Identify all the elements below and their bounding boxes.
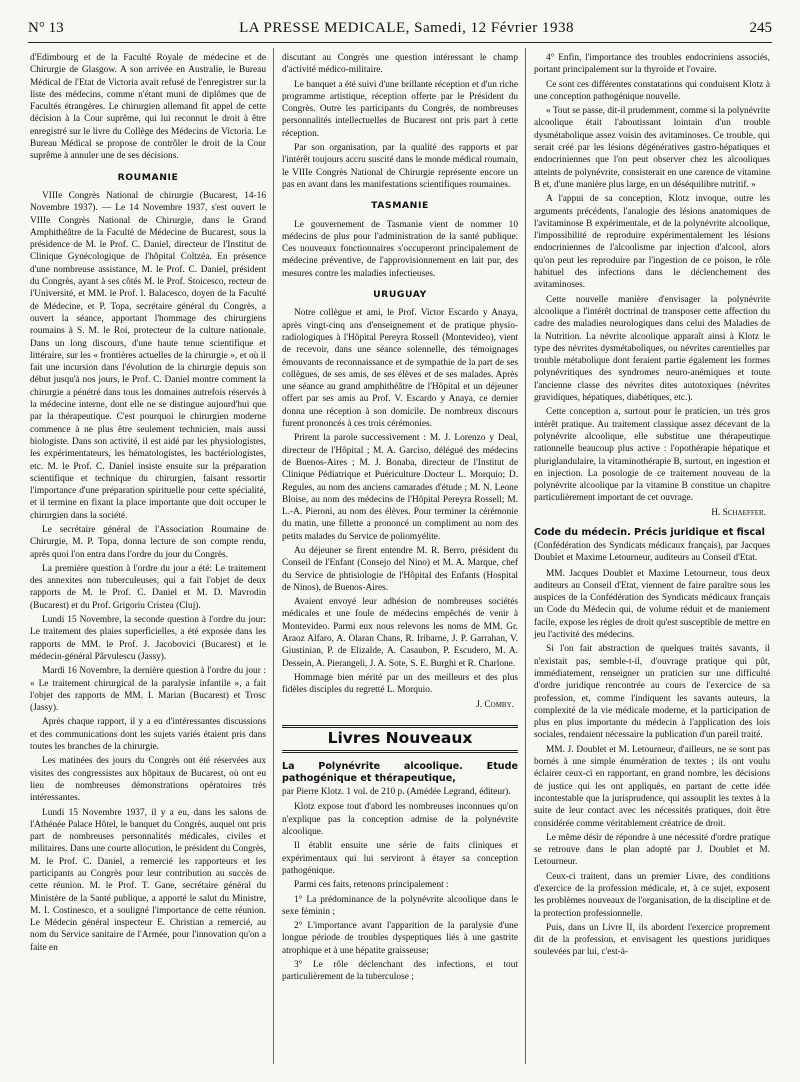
paragraph: Les matinées des jours du Congrès ont été réservées aux visites des congressistes aux hôpitaux de Bucarest, où ont eu lieu de nombreuses démonstrations opératoires très intéressantes. [30,756,266,804]
paragraph: Parmi ces faits, retenons principalement : [294,880,449,891]
paragraph: Le gouvernement de Tasmanie vient de nommer 10 médecins de plus pour l'administration de la santé publique. Ces nouveaux fonctionnaires s'occuperont principalement de médecine préventive, de l'approvisionnement en lait pur, des mesures contre les maladies infectieuses. [282,219,518,279]
book-meta: par Pierre Klotz. 1 vol. de 210 p. (Amédée Legrand, éditeur). [282,787,511,798]
paragraph: Lundi 15 Novembre 1937, il y a eu, dans les salons de l'Athénée Palace Hôtel, le banquet du Congrès, auquel ont pris part de nombreuses personnalités médicales, civiles et militaires. Dans une courte allocution, le président du Congrès, M. le Prof. C. Daniel, a remercié les rapporteurs et les participants au Congrès pour leur contribution au succès de cette réunion. M. le Prof. T. Gane, secrétaire général du Ministère de la Santé publique, a apporté le salut du Ministre, M. I. Costinesco, et a souligné l'importance de cette réunion. Le Médecin général inspecteur E. Christian a remercié, au nom du Service sanitaire de l'Armée, pour l'innovation qu'on a faite en [30,807,266,953]
page-header [28,20,772,42]
paragraph: Klotz expose tout d'abord les nombreuses inconnues qu'on n'explique pas la conception admise de la polynévrite alcoolique. [282,802,518,838]
column-left [30,52,266,956]
book-meta: (Confédération des Syndicats médicaux français), par Jacques Doublet et Maxime Letourneur, auditeurs au Conseil d'Etat. [534,540,770,564]
paragraph: Le même désir de répondre à une nécessité d'ordre pratique se retrouve dans le plan adopté par J. Doublet et M. Letourneur. [534,832,770,868]
paragraph: Ce sont ces différentes constatations qui conduisent Klotz à une conception pathogénique nouvelle. [534,79,770,102]
paragraph: Le secrétaire général de l'Association Roumaine de Chirurgie, M. P. Topa, donna lecture de son compte rendu, après quoi l'on entra dans l'ordre du jour du Congrès. [30,524,266,560]
paragraph: Notre collègue et ami, le Prof. Victor Escardo y Anaya, après vingt-cinq ans d'enseignement et de pratique physio-radiologiques à l'Hôpital Pereyra Rossell (Montevideo), vient de recevoir, dans une séance solennelle, des témoignages émouvants de reconnaissance et de sympathie de la part de ses collègues, de ses amis, de ses élèves et de ses malades. Après une séance au grand amphithéâtre de l'Hôpital et un déjeuner offert par ses amis au Prof. V. Escardo y Anaya, ce dernier donna une réception à son domicile. De nombreux discours furent prononcés à ces trois cérémonies. [282,308,518,430]
paragraph: VIIIe Congrès National de chirurgie (Bucarest, 14-16 Novembre 1937). — Le 14 Novembre 1937, s'est ouvert le VIIIe Congrès National de Chirurgie, dans le Grand Amphithéâtre de la Faculté de Médecine de Bucarest, sous la présidence de M. le Prof. C. Daniel, directeur de l'Institut de Clinique Gynécologique de l'hôpital Coltzéa. En présence d'une nombreuse assistance, M. le Prof. C. Daniel, président du Congrès, ayant à ses côtés M. le Prof. Stoicesco, recteur de l'Université, et MM. le Prof. I. Balacesco, doyen de la Faculté de Médecine, et P. Topa, secrétaire général du Congrès, a ouvert la séance, apportant l'hommage des chirurgiens roumains à S. M. le Roi, protecteur de la culture nationale. Dans un long discours, d'une haute tenue scientifique et littéraire, sur les « frontières actuelles de la chirurgie », et où il fait une incursion dans l'évolution de la chirurgie depuis son début jusqu'à nos jours, le Prof. C. Daniel montre comment la chirurgie a pénétré dans tous les domaines autrefois réservés à la médecine interne, dont elle ne se distingue aujourd'hui que par la thérapeutique. C'est pourquoi le chirurgien moderne commence à ne plus être seulement technicien, mais aussi biologiste. Dans son activité, il est aidé par les physiologistes, les expérimentateurs, les hématologistes, les bactériologistes, etc. M. le Prof. C. Daniel insiste ensuite sur la préparation scientifique et technique du chirurgien, faisant ressortir l'importance d'une préparation spirituelle pour cette spécialité, et il termine en fixant la place importante que doit occuper le chirurgien dans la société. [30,190,266,521]
paragraph: Avaient envoyé leur adhésion de nombreuses sociétés médicales et une foule de médecins empêchés de venir à Montevideo. Parmi eux nous relevons les noms de MM. Gr. Araoz Alfaro, A. Olaran Chans, R. Iribarne, J. P. Garrahan, V. Giustinian, P. de Elizalde, A. Casaubon, P. Escudero, M. A. Dessein, A. Pierangeli, J. A. Sote, S. E. Burghi et R. Charlone. [282,597,518,669]
paragraph: Cette nouvelle manière d'envisager la polynévrite alcoolique a l'intérêt doctrinal de transposer cette affection du cadre des maladies neurologiques dans celui des Maladies de la Nutrition. La névrite alcoolique apparaît ainsi à Klotz le type des névrites dysmétaboliques, ou névrites carentielles par trouble métabolique dont feraient partie également les formes polynévritiques des syndromes neuro-anémiques et toute l'ancienne classe des névrites dites autotoxiques (névrites gravidiques, hépatiques, diabétiques, etc.). [534,294,770,404]
column-divider [273,48,274,1064]
issue-number: N° 13 [28,20,64,36]
page-number: 245 [749,20,772,36]
paragraph: Mardi 16 Novembre, la dernière question à l'ordre du jour : « Le traitement chirurgical de la paralysie infantile », a fait l'objet des rapports de MM. I. Marian (Bucarest) et Trosc (Jassy). [30,666,266,714]
paragraph: Prirent la parole successivement : M. J. Lorenzo y Deal, directeur de l'Hôpital ; M. A. Garciso, délégué des médecins de Buenos-Aires ; M. J. Bonaba, directeur de l'Institut de Clinique Pédiatrique et Puériculture Docteur L. Morquio; D. Regules, au nom des anciens camarades d'étude ; M. N. Leone Bloise, au nom des médecins de l'Hôpital Pereyra Rossell; M. L.-A. Pieroni, au nom des élèves. Pour terminer la cérémonie du matin, une fillette a prononcé un compliment au nom des petits malades du Service de poliomyélite. [282,433,518,542]
paragraph: 4° Enfin, l'importance des troubles endocriniens associés, portant principalement sur la thyroïde et l'ovaire. [534,53,770,76]
paragraph: Ceux-ci traitent, dans un premier Livre, des conditions d'exercice de la profession médicale, et, à ce sujet, exposent les problèmes nouveaux de l'organisation, de la discipline et de la protection professionnelle. [534,871,770,919]
paragraph: MM. J. Doublet et M. Letourneur, d'ailleurs, ne se sont pas bornés à une simple énumération de textes ; ils ont voulu éclairer ceux-ci en rapportant, en grand nombre, les décisions de justice qui les ont appliqués, en partant de cette idée incontestable que la jurisprudence, qui assouplit les textes à la suite de leur contact avec les nécessités pratiques, doit être considérée comme véritablement créatrice de droit. [534,744,770,829]
journal-title: LA PRESSE MEDICALE, Samedi, 12 Février 1938 [239,20,574,36]
author-signature: H. Schaeffer. [711,507,766,518]
section-heading-uruguay: URUGUAY [373,289,427,301]
paragraph: « Tout se passe, dit-il prudemment, comme si la polynévrite alcoolique était l'aboutissant lointain d'un trouble dysmétabolique assez voisin des avitaminoses. Ce trouble, qui serait créé par les lésions dégénératives gastro-hépatiques et endocriniennes que l'on peut observer chez les alcooliques atteints de polynévrite, consisterait en une carence de vitamine B et, d'une manière plus large, en un déséquilibre nutritif. » [534,106,770,190]
paragraph: Lundi 15 Novembre, la seconde question à l'ordre du jour: Le traitement des plaies superficielles, a été exposée dans les rapports de MM. le Prof. J. Jacobovici (Bucarest) et le médecin-général Pârvulescu (Jassy). [30,615,266,662]
paragraph: Il établit ensuite une série de faits cliniques et expérimentaux qui lui serviront à étayer sa conception pathogénique. [282,841,518,876]
paragraph: Hommage bien mérité par un des meilleurs et des plus fidèles disciples du regretté L. Morquio. [282,672,518,696]
paragraph: Si l'on fait abstraction de quelques traités savants, il n'existait pas, semble-t-il, d'ouvrage pratique qui pût, immédiatement, renseigner un praticien sur une difficulté d'ordre juridique rencontrée au cours de l'exercice de sa profession, et, comme l'indiquent les savants auteurs, la complexité de la vie médicale moderne, et la participation de plus en plus importante du médecin à l'application des lois sociales, rendaient nécessaire la publication d'un pareil traité. [534,644,770,741]
book-title: La Polynévrite alcoolique. Etude pathogénique et thérapeutique, [282,761,518,785]
paragraph: Après chaque rapport, il y a eu d'intéressantes discussions et des communications dont les sujets variés étaient pris dans toutes les branches de la chirurgie. [30,717,266,753]
paragraph: Le banquet a été suivi d'une brillante réception et d'un riche programme artistique, réception offerte par le Président du Congrès. Outre les participants du Congrès, de nombreuses personnalités intellectuelles de Bucarest ont pris part à cette réception. [282,79,518,139]
paragraph: 1° La prédominance de la polynévrite alcoolique dans le sexe féminin ; [282,894,518,917]
livres-nouveaux-heading: Livres Nouveaux [327,728,473,747]
paragraph: d'Edimbourg et de la Faculté Royale de médecine et de Chirurgie de Glasgow. A son arrivée en Australie, le Bureau Médical de l'Etat de Victoria avait refusé de l'enregistrer sur la liste des médecins, comme n'étant muni de diplômes que de Facultés étrangères. Le chirurgien allemand fit appel de cette décision à la Cour suprême, qui lui reconnut le droit à être enregistré sur le livre du Collège des Médecins de Victoria. Le Bureau Médical se propose de contrôler le droit de la Cour suprême à annuler une de ses décisions. [30,53,266,162]
paragraph: Puis, dans un Livre II, ils abordent l'exercice proprement dit de la profession, et envisagent les questions juridiques soulevées par lui, c'est-à- [534,922,770,958]
section-heading-roumanie: ROUMANIE [117,171,179,183]
paragraph: MM. Jacques Doublet et Maxime Letourneur, tous deux auditeurs au Conseil d'Etat, viennent de faire paraître sous les auspices de la Confédération des Syndicats médicaux français un Code du Médecin qui, de volume réduit et de maniement facile, expose les règles de droit qu'est susceptible de mettre en jeu l'activité des médecins. [534,568,770,641]
paragraph: Cette conception a, surtout pour le praticien, un très gros intérêt pratique. Au traitement classique assez décevant de la polynévrite alcoolique, elle substitue une thérapeutique rationnelle beaucoup plus active : l'opothérapie hépatique et pluriglandulaire, la vitaminothérapie B, surtout, en ingestion et en injection. La posologie de ce traitement nouveau de la polynévrite alcoolique par la vitamine B constitue un chapitre particulièrement important de cet ouvrage. [534,407,770,504]
section-heading-tasmanie: TASMANIE [371,200,429,212]
author-signature: J. Comby. [476,699,514,710]
paragraph: 3° Le rôle déclenchant des infections, et tout particulièrement de la tuberculose ; [282,960,518,983]
column-right [534,52,770,961]
paragraph: discutant au Congrès une question intéressant le champ d'activité médico-militaire. [282,53,518,76]
column-divider [525,48,526,1064]
header-rule [28,42,772,43]
column-middle [282,52,518,986]
paragraph: La première question à l'ordre du jour a été: Le traitement des annexites non tuberculeuses, qui a fait l'objet de deux rapports de M. le Prof. C. Daniel et M. D. Mavrodin (Bucarest) et du Prof. Grigoriu Cristea (Cluj). [30,563,266,611]
livres-nouveaux-banner [282,725,518,753]
paragraph: Au déjeuner se firent entendre M. R. Berro, président du Conseil de l'Enfant (Consejo del Nino) et M. A. Marque, chef du Service de phtisiologie de l'Hôpital des Enfants (Hospital de Ninos), de Buenos-Aires. [282,545,518,593]
paragraph: A l'appui de sa conception, Klotz invoque, outre les arguments précédents, l'analogie des lésions anatomiques de l'avitaminose B expérimentale, et de la polynévrite alcoolique, l'impossibilité de reproduire expérimentalement les lésions endocriniennes de l'alcoolisme par injection d'alcool, alors qu'on peut les reproduire par l'ingestion de ce poison, le rôle habituel des infections dans le déclenchement des avitaminoses. [534,194,770,291]
book-title: Code du médecin. Précis juridique et fiscal [534,526,765,538]
paragraph: Par son organisation, par la qualité des rapports et par l'intérêt toujours accru suscité dans le monde médical roumain, le VIIIe Congrès National de Chirurgie représente encore un pas en avant dans les manifestations scientifiques roumaines. [282,143,518,190]
paragraph: 2° L'importance avant l'apparition de la paralysie d'une longue période de troubles dyspeptiques liés à une gastrite atrophique et à une hépatite graisseuse; [282,921,518,956]
